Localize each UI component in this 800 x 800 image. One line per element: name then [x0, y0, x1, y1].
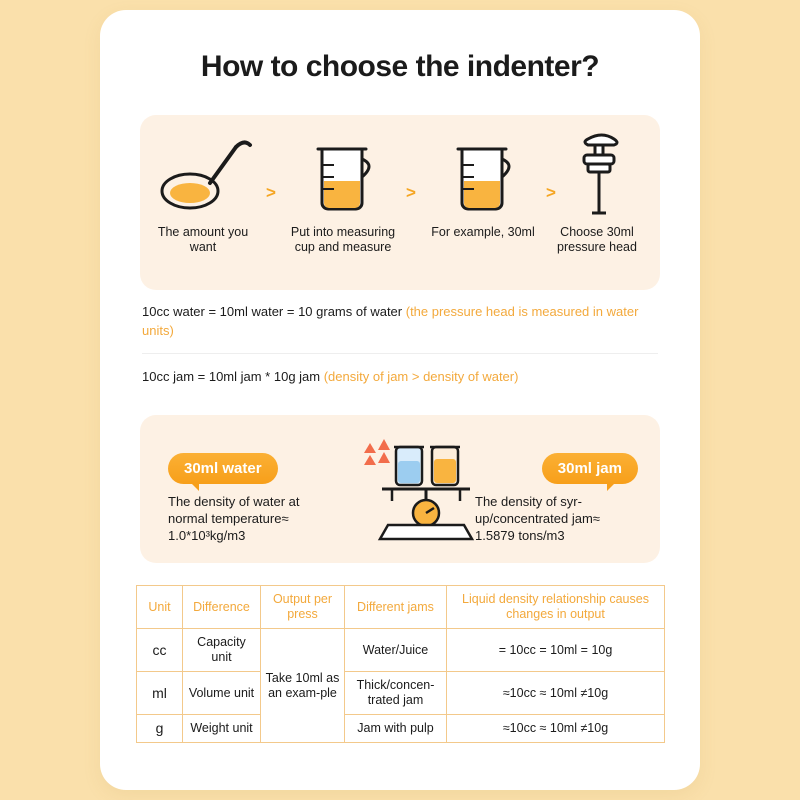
equation-2-black: 10cc jam = 10ml jam * 10g jam	[142, 369, 324, 384]
table-header-unit: Unit	[137, 586, 183, 629]
page-title: How to choose the indenter?	[200, 50, 600, 83]
table-header-output: Output per press	[261, 586, 345, 629]
step-caption: The amount you want	[157, 225, 249, 254]
step-caption: Put into measuring cup and measure	[290, 225, 396, 254]
cell-unit: g	[137, 715, 183, 743]
equation-1-note: (the pressure head is measured in water units)	[142, 304, 639, 338]
table-row	[137, 715, 665, 743]
step-caption: For example, 30ml	[431, 225, 535, 239]
equation-line-1	[142, 302, 658, 340]
cell-jam: Water/Juice	[345, 629, 447, 672]
balance-scale-icon	[312, 429, 487, 554]
step-caption: Choose 30ml pressure head	[557, 225, 637, 254]
equation-1-black: 10cc water = 10ml water = 10 grams of water	[142, 304, 406, 319]
table-header-jams: Different jams	[345, 586, 447, 629]
comparison-table	[136, 585, 665, 743]
balance-left-bubble: 30ml water	[168, 453, 278, 484]
cell-jam: Thick/concen-trated jam	[345, 672, 447, 715]
steps-panel	[140, 115, 660, 290]
arrow-icon-2: >	[406, 183, 416, 202]
cell-relation: = 10cc = 10ml = 10g	[447, 629, 665, 672]
table-row	[137, 672, 665, 715]
step-4	[542, 125, 652, 255]
table-header-relation: Liquid density relationship causes changes in output	[447, 586, 665, 629]
cell-difference: Weight unit	[183, 715, 261, 743]
table-header-difference: Difference	[183, 586, 261, 629]
cell-difference: Capacity unit	[183, 629, 261, 672]
table-row	[137, 629, 665, 672]
step-2	[288, 125, 398, 255]
pressure-head-icon	[542, 125, 652, 225]
arrow-icon-1: >	[266, 183, 276, 202]
table-header-row	[137, 586, 665, 629]
cell-relation: ≈10cc ≈ 10ml ≠10g	[447, 715, 665, 743]
balance-panel	[140, 415, 660, 563]
cell-unit: cc	[137, 629, 183, 672]
step-3	[428, 125, 538, 240]
divider	[142, 353, 658, 354]
cell-difference: Volume unit	[183, 672, 261, 715]
ladle-icon	[148, 125, 258, 225]
cell-unit: ml	[137, 672, 183, 715]
balance-left-text: The density of water at normal temperature≈ 1.0*10³kg/m3	[168, 494, 300, 543]
equation-2-note: (density of jam > density of water)	[323, 369, 519, 384]
balance-right-bubble: 30ml jam	[542, 453, 638, 484]
step-1	[148, 125, 258, 255]
measuring-cup-icon	[288, 125, 398, 225]
equation-line-2	[142, 367, 658, 386]
cell-jam: Jam with pulp	[345, 715, 447, 743]
cell-output: Take 10ml as an exam-ple	[261, 629, 345, 743]
steps-row	[140, 115, 660, 290]
cell-relation: ≈10cc ≈ 10ml ≠10g	[447, 672, 665, 715]
balance-right-text: The density of syr-up/concentrated jam≈ 1.5879 tons/m3	[475, 494, 600, 543]
measuring-cup-icon	[428, 125, 538, 225]
arrow-icon-3: >	[546, 183, 556, 202]
info-card	[100, 10, 700, 790]
